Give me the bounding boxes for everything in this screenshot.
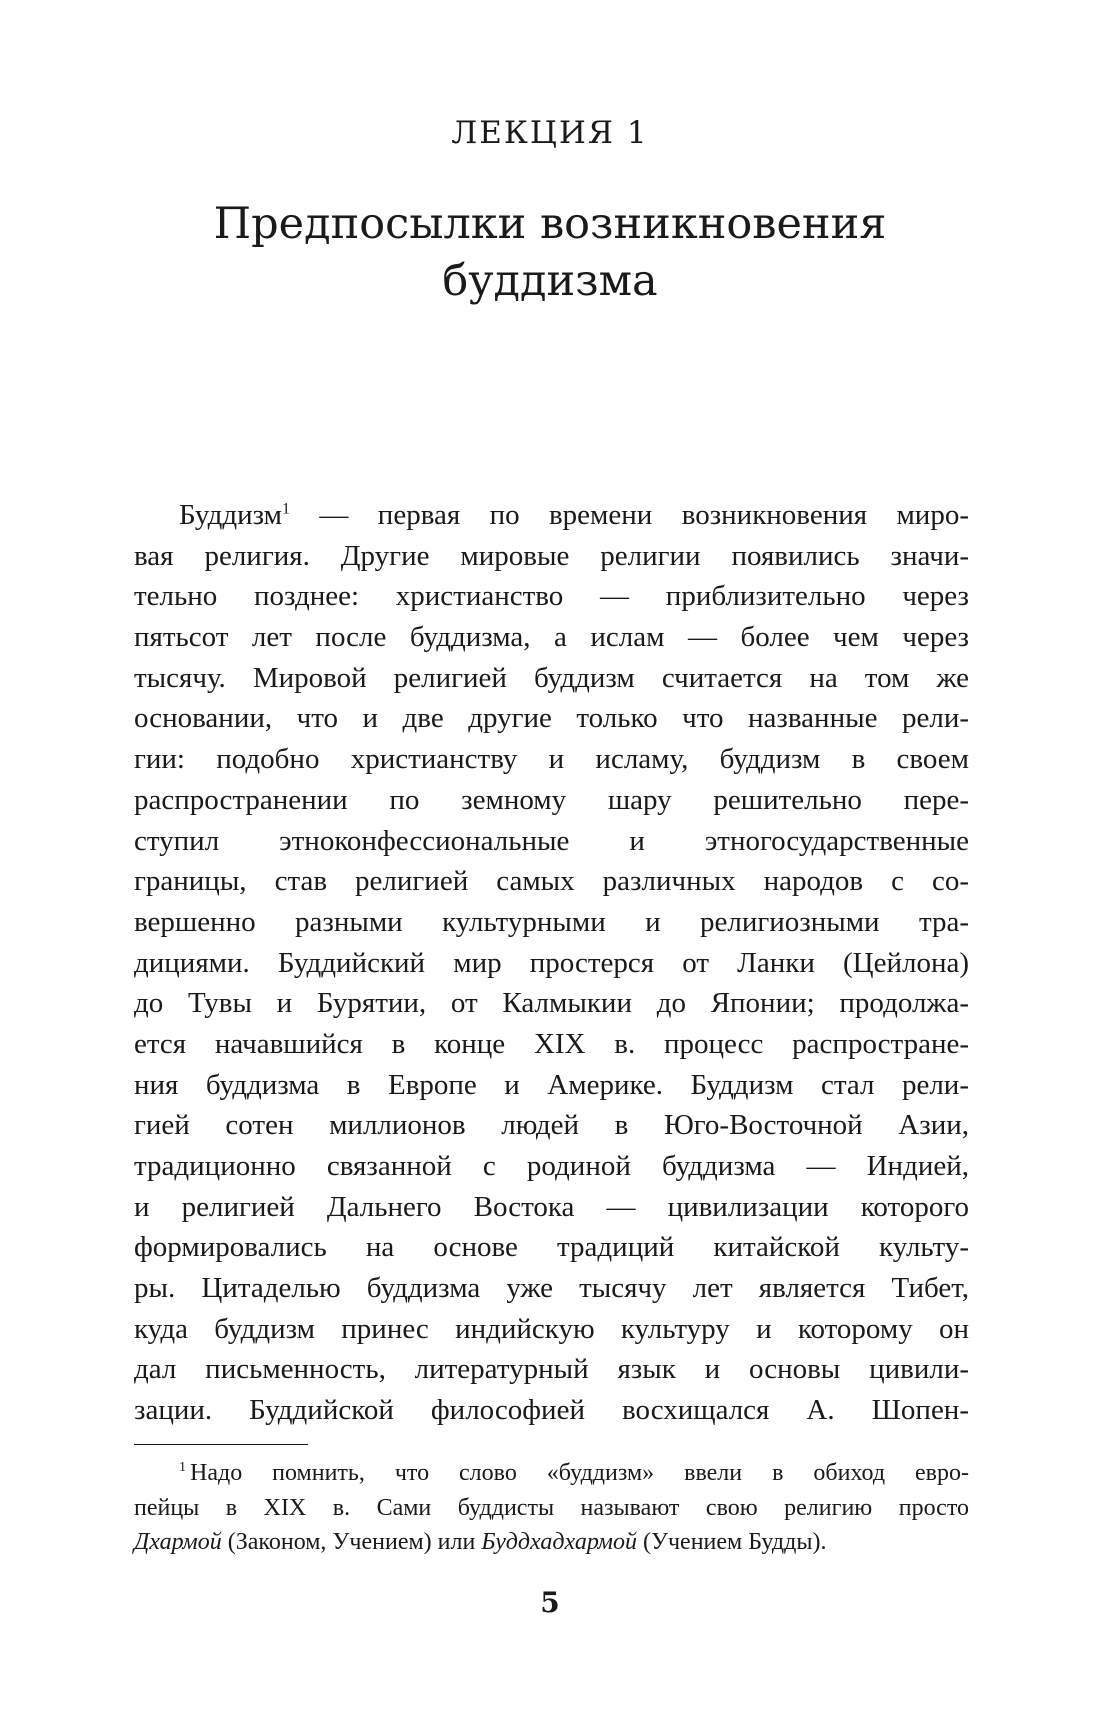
text-line: зации. Буддийской философией восхищался А. Шопен- (134, 1394, 969, 1427)
footnote-italic-term: Буддхадхармой (481, 1529, 637, 1555)
text-line: формировались на основе традиций китайской культу- (134, 1231, 969, 1264)
chapter-title-line: буддизма (442, 256, 658, 306)
first-word: Буддизм (179, 499, 283, 531)
text-line: дал письменность, литературный язык и основы цивили- (134, 1353, 969, 1386)
text-line: основании, что и две другие только что названные рели- (134, 702, 969, 735)
footnote-line-content: Надо помнить, что слово «буддизм» ввели в обиход евро- (190, 1460, 969, 1486)
text-line: куда буддизм принес индийскую культуру и которому он (134, 1312, 969, 1345)
footnote (134, 1456, 969, 1560)
text-line: вершенно разными культурными и религиозными тра- (134, 905, 969, 938)
text-line: до Тувы и Бурятии, от Калмыкии до Японии; продолжа- (134, 987, 969, 1020)
footnote-text: (Учением Будды). (637, 1529, 827, 1555)
footnote-line: пейцы в XIX в. Сами буддисты называют свою религию просто (134, 1494, 969, 1521)
footnote-text: (Законом, Учением) или (221, 1529, 482, 1555)
text-line: тельно позднее: христианство — приблизительно через (134, 580, 969, 613)
text-line: дициями. Буддийский мир простерся от Ланки (Цейлона) (134, 946, 969, 979)
footnote-line (134, 1525, 969, 1560)
text-line: гии: подобно христианству и исламу, буддизм в своем (134, 743, 969, 776)
chapter-title-line: Предпосылки возникновения (213, 199, 887, 249)
text-line (134, 495, 969, 536)
text-line: ры. Цитаделью буддизма уже тысячу лет является Тибет, (134, 1272, 969, 1305)
text-line: распространении по земному шару решительно пере- (134, 783, 969, 816)
lecture-label: ЛЕКЦИЯ 1 (451, 115, 649, 151)
text-line: ется начавшийся в конце XIX в. процесс распростране- (134, 1027, 969, 1060)
main-paragraph (134, 495, 969, 1431)
text-line: ступил этноконфессиональные и этногосударственные (134, 824, 969, 857)
page-number: 5 (540, 1586, 560, 1619)
footnote-divider (134, 1444, 308, 1445)
footnote-number: 1 (179, 1460, 186, 1475)
chapter-title (150, 196, 950, 310)
text-line: гией сотен миллионов людей в Юго-Восточной Азии, (134, 1109, 969, 1142)
footnote-reference: 1 (282, 500, 291, 518)
text-line: пятьсот лет после буддизма, а ислам — более чем через (134, 621, 969, 654)
text-line: тысячу. Мировой религией буддизм считается на том же (134, 661, 969, 694)
text-line: границы, став религией самых различных народов с со- (134, 865, 969, 898)
text-line-content: — первая по времени возникновения миро- (290, 499, 969, 531)
text-line: ния буддизма в Европе и Америке. Буддизм стал рели- (134, 1068, 969, 1101)
text-line: вая религия. Другие мировые религии появились значи- (134, 539, 969, 572)
text-line: и религией Дальнего Востока — цивилизации которого (134, 1190, 969, 1223)
footnote-line (134, 1456, 969, 1491)
footnote-italic-term: Дхармой (134, 1529, 222, 1555)
text-line: традиционно связанной с родиной буддизма — Индией, (134, 1150, 969, 1182)
